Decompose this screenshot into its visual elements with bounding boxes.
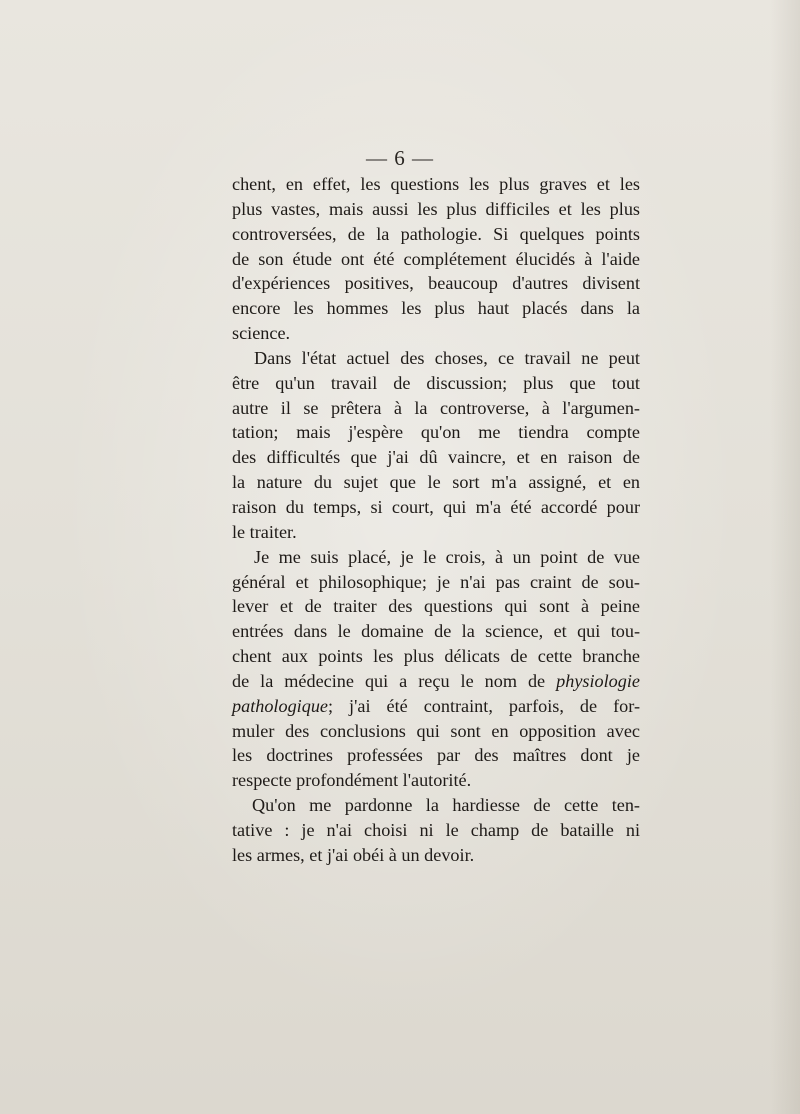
text-line: des difficultés que j'ai dû vaincre, et en raison de (232, 447, 640, 468)
text-line: Qu'on me pardonne la hardiesse de cette ten- (252, 795, 640, 816)
text-line: entrées dans le domaine de la science, et qui tou- (232, 621, 640, 642)
text-line: chent aux points les plus délicats de cette branche (232, 646, 640, 667)
text-fragment: ; j'ai été contraint, parfois, de for- (327, 695, 640, 716)
paragraph-2 (232, 346, 640, 545)
page-number: — 6 — (366, 146, 434, 170)
text-line: de son étude ont été complétement élucidés à l'aide (232, 248, 640, 269)
paragraph-1 (232, 172, 640, 346)
text-line: les armes, et j'ai obéi à un devoir. (232, 844, 475, 865)
text-line-with-italic (232, 694, 640, 719)
text-line: les doctrines professées par des maîtres dont je (232, 745, 640, 766)
paragraph-4 (232, 793, 640, 868)
text-line: le traiter. (232, 521, 297, 542)
text-line: général et philosophique; je n'ai pas craint de sou- (232, 571, 640, 592)
italic-term: pathologique (232, 695, 328, 716)
text-line: science. (232, 323, 291, 344)
text-line: Je me suis placé, je le crois, à un point de vue (254, 546, 640, 567)
text-line: respecte profondément l'autorité. (232, 770, 472, 791)
text-line: tation; mais j'espère qu'on me tiendra compte (232, 422, 640, 443)
text-line: d'expériences positives, beaucoup d'autres divisent (232, 273, 640, 294)
italic-term: physiologie (556, 670, 640, 691)
text-line: tative : je n'ai choisi ni le champ de bataille ni (232, 819, 640, 840)
text-line: Dans l'état actuel des choses, ce travail ne peut (254, 347, 640, 368)
text-line: muler des conclusions qui sont en opposition avec (232, 720, 640, 741)
body-text (232, 172, 640, 868)
text-line: chent, en effet, les questions les plus graves et les (232, 174, 640, 194)
text-line: encore les hommes les plus haut placés dans la (232, 298, 640, 319)
text-line: autre il se prêtera à la controverse, à l'argumen- (232, 397, 640, 418)
text-line: la nature du sujet que le sort m'a assigné, et en (232, 472, 640, 493)
text-fragment: de la médecine qui a reçu le nom de (232, 670, 546, 691)
text-line: controversées, de la pathologie. Si quelques points (232, 223, 640, 244)
text-line: raison du temps, si court, qui m'a été accordé pour (232, 496, 640, 517)
text-line-with-italic (232, 669, 640, 694)
text-line: lever et de traiter des questions qui sont à peine (232, 596, 640, 617)
text-line: être qu'un travail de discussion; plus que tout (232, 372, 640, 393)
paragraph-3 (232, 545, 640, 793)
text-line: plus vastes, mais aussi les plus difficiles et les plus (232, 198, 640, 219)
